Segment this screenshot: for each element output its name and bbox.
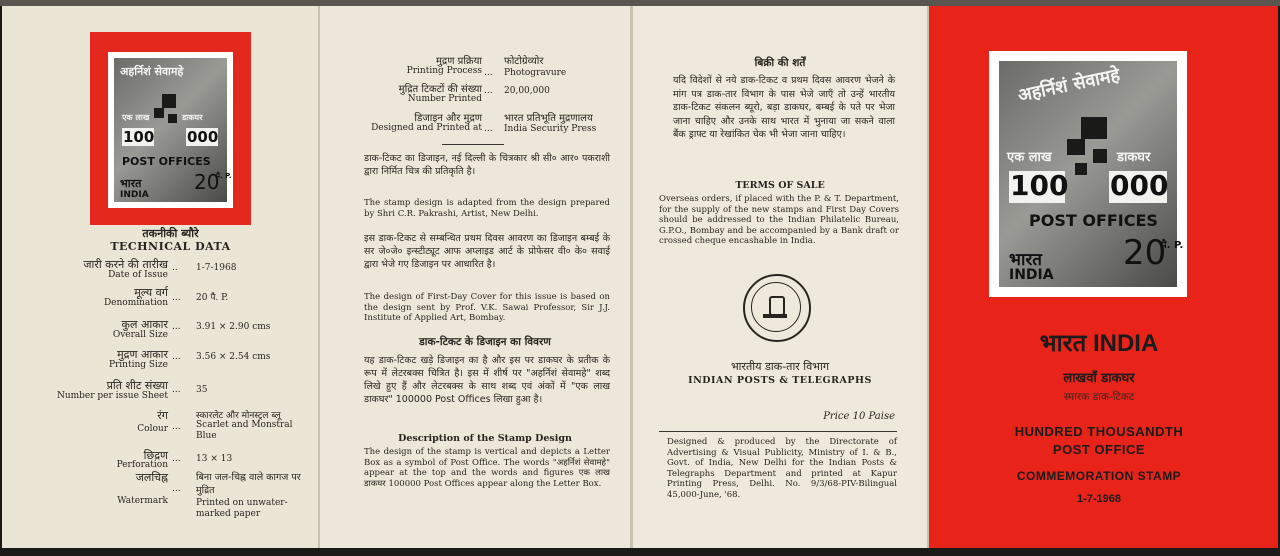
cover-line-1: HUNDRED THOUSANDTH <box>1014 424 1184 439</box>
cover-line-3: COMMEMORATION STAMP <box>1016 469 1182 483</box>
department: INDIAN POSTS & TELEGRAPHS <box>688 375 872 386</box>
stamp-bharat: भारत <box>120 177 142 190</box>
stamp-value: 20 <box>194 170 220 194</box>
stamp-number-right: 000 <box>1110 169 1169 202</box>
stamp-number-right: 000 <box>187 128 219 146</box>
terms-body-hindi: यदि विदेशों से नये डाक-टिकट व प्रथम दिवस आवरण भेजने के मांग पत्र डाक-तार विभाग के पास भेजे जाएँ तो उन्हें भारतीय डाक-टिकट संकलन ब्यूरो, बड़ा डाकघर, बम्बई के पते पर भेजा जाना चाहिए और उनके साथ भारत में भुनाया जा सकने वाला बैंक ड्राफ्ट या रेखांकित चेक भी भेजा जाना चाहिए। <box>673 75 895 140</box>
stamp-india: INDIA <box>120 190 149 200</box>
divider <box>659 431 897 432</box>
description-hindi: यह डाक-टिकट खड़े डिजाइन का है और इस पर डाकघर के प्रतीक के रूप में लेटरबक्स चित्रित है। इस में शीर्ष पर "अहर्निशं सेवामहे" शब्द लिखे हुए हैं और लेटरबक्स के साथ शब्द एवं अंकों में "एक लाख डाकघर" 100000 Post Offices लिखा हुआ है। <box>364 355 610 405</box>
description-heading: Description of the Stamp Design <box>398 433 572 444</box>
small-stamp <box>108 52 233 208</box>
divider <box>442 144 504 145</box>
stamp-dakghar: डाकघर <box>182 113 203 122</box>
technical-heading: TECHNICAL DATA <box>110 240 231 253</box>
stamp-post-offices: POST OFFICES <box>122 155 211 168</box>
terms-heading: TERMS OF SALE <box>735 180 825 191</box>
stamp-bharat: भारत <box>1009 250 1042 270</box>
stamp-number-left: 100 <box>123 128 155 146</box>
panel-printing-design: मुद्रण प्रक्रिया Printing Process फोटोग्रेव्योर ... Photogravure मुद्रित टिकटों की संख्या Number Printed ... 20,00,000 डिजाइन और मुद्रण Designed and Printed at भारत प्रतिभूति मुद्रणालय ... India Security Press डाक-टिकट का डिजाइन, नई दिल्ली के चित्रकार श्री सी० आर० पकराशी द्वारा निर्मित चित्र की प्रतिकृति है। The stamp design is adapted from the design prepared by Shri C.R. Pakrashi, Artist, New Delhi. इस डाक-टिकट से सम्बन्धित प्रथम दिवस आवरण का डिजाइन बम्बई के सर जे०जे० इन्स्टीट्यूट आफ अप्लाइड आर्ट के प्रोफेसर वी० के० सवाई द्वारा भेजे गए डिजाइन पर आधारित है। The design of First-Day Cover for this issue is based on the design sent by Prof. V.K. Sawai Professor, Sir J.J. Institute of Applied Art, Bombay. डाक-टिकट के डिजाइन का विवरण यह डाक-टिकट खड़े डिजाइन का है और इस पर डाकघर के प्रतीक के रूप में लेटरबक्स चित्रित है। इस में शीर्ष पर "अहर्निशं सेवामहे" शब्द लिखे हुए हैं और लेटरबक्स के साथ शब्द एवं अंकों में "एक लाख डाकघर" 100000 Post Offices लिखा हुआ है। Description of the Stamp Design The design of the stamp is vertical and depicts a Letter Box as a symbol of Post Office. The words "अहर्निशं सेवामहे" appear at the top and the words and figures एक लाख डाकघर 100000 Post Offices appear along the Letter Box. <box>320 6 630 548</box>
stamp-value: 20 <box>1123 233 1167 273</box>
panel-technical-data: अहर्निशं सेवामहे एक लाख डाकघर 100 000 POST OFFICES भारत INDIA 20 पै. P. तकनीकी ब्यौरे TECHNICAL DATA जारी करने की तारीख Date of Issue .. 1-7-1968 मूल्य वर्ग Denomination ... 20 पै. P. कुल आकार Overall Size ... 3.91 × 2.90 cms मुद्रण आकार Printing Size ... 3.56 × 2.54 cms प्रति शीट संख्या Number per issue Sheet ... 35 रंग Colour स्कारलेट और मोनस्ट्रल ब्लू ... Scarlet and Monstral Blue छिद्रण Perforation ... 13 × 13 जलचिह्न Watermark बिना जल-चिह्न वाले कागज पर मुद्रित ... Printed on unwater-marked paper <box>2 6 318 548</box>
fdc-note: The design of First-Day Cover for this issue is based on the design sent by Prof. V.K. Sawai Professor, Sir J.J. Institute of Applied Art, Bombay. <box>364 292 610 323</box>
cover-stamp <box>989 51 1187 297</box>
stamp-paise: पै. P. <box>216 172 232 180</box>
stamp-post-offices: POST OFFICES <box>1029 211 1158 230</box>
stamp-slogan: अहर्निशं सेवामहे <box>1016 64 1122 107</box>
stamp-lakh: एक लाख <box>122 113 150 122</box>
stamp-lakh: एक लाख <box>1007 150 1052 165</box>
panel-cover <box>929 6 1278 548</box>
design-note: The stamp design is adapted from the design prepared by Shri C.R. Pakrashi, Artist, New Delhi. <box>364 198 610 219</box>
technical-heading-hindi: तकनीकी ब्यौरे <box>142 227 199 240</box>
department-hindi: भारतीय डाक-तार विभाग <box>730 360 830 373</box>
terms-heading-hindi: बिक्री की शर्तें <box>754 57 806 69</box>
design-note-hindi: डाक-टिकट का डिजाइन, नई दिल्ली के चित्रकार श्री सी० आर० पकराशी द्वारा निर्मित चित्र की प्रतिकृति है। <box>364 153 610 177</box>
stamp-number-left: 100 <box>1010 169 1069 202</box>
price: Price 10 Paise <box>823 411 895 422</box>
stamp-paise: पै. P. <box>1161 240 1184 251</box>
stamp-slogan: अहर्निशं सेवामहे <box>120 65 184 78</box>
cover-title: भारत INDIA <box>1039 329 1159 357</box>
cover-line-2: POST OFFICE <box>1052 442 1146 457</box>
terms-body: Overseas orders, if placed with the P. & T. Department, for the supply of the new stamps and First Day Covers should be addressed to the Indian Philatelic Bureau, G.P.O., Bombay and be accompanied by a Bank draft or crossed cheque encashable in India. <box>659 194 899 246</box>
fdc-note-hindi: इस डाक-टिकट से सम्बन्धित प्रथम दिवस आवरण का डिजाइन बम्बई के सर जे०जे० इन्स्टीट्यूट आफ अप्लाइड आर्ट के प्रोफेसर वी० के० सवाई द्वारा भेजे गए डिजाइन पर आधारित है। <box>364 233 610 270</box>
stamp-dakghar: डाकघर <box>1117 150 1151 165</box>
description: The design of the stamp is vertical and depicts a Letter Box as a symbol of Post Office. The words "अहर्निशं सेवामहे" appear at the top and the words and figures एक लाख डाकघर 100000 Post Offices appear along the Letter Box. <box>364 447 610 489</box>
panel-terms-of-sale <box>633 6 927 548</box>
description-heading-hindi: डाक-टिकट के डिजाइन का विवरण <box>419 336 551 348</box>
cover-memorial-hindi: स्मारक डाक-टिकट <box>1063 391 1135 403</box>
emblem-seal <box>743 274 811 342</box>
cover-subtitle-hindi: लाखवाँ डाकघर <box>1063 371 1135 386</box>
stamp-india: INDIA <box>1009 267 1054 283</box>
cover-date: 1-7-1968 <box>1076 493 1122 505</box>
credits: Designed & produced by the Directorate of Advertising & Visual Publicity, Ministry of I. & B., Govt. of India, New Delhi for the Indian Posts & Telegraphs Department and printed at Kapur Printing Press, Delhi. No. 9/3/68-PIV-Bilingual 45,000-June, '68. <box>667 437 897 500</box>
